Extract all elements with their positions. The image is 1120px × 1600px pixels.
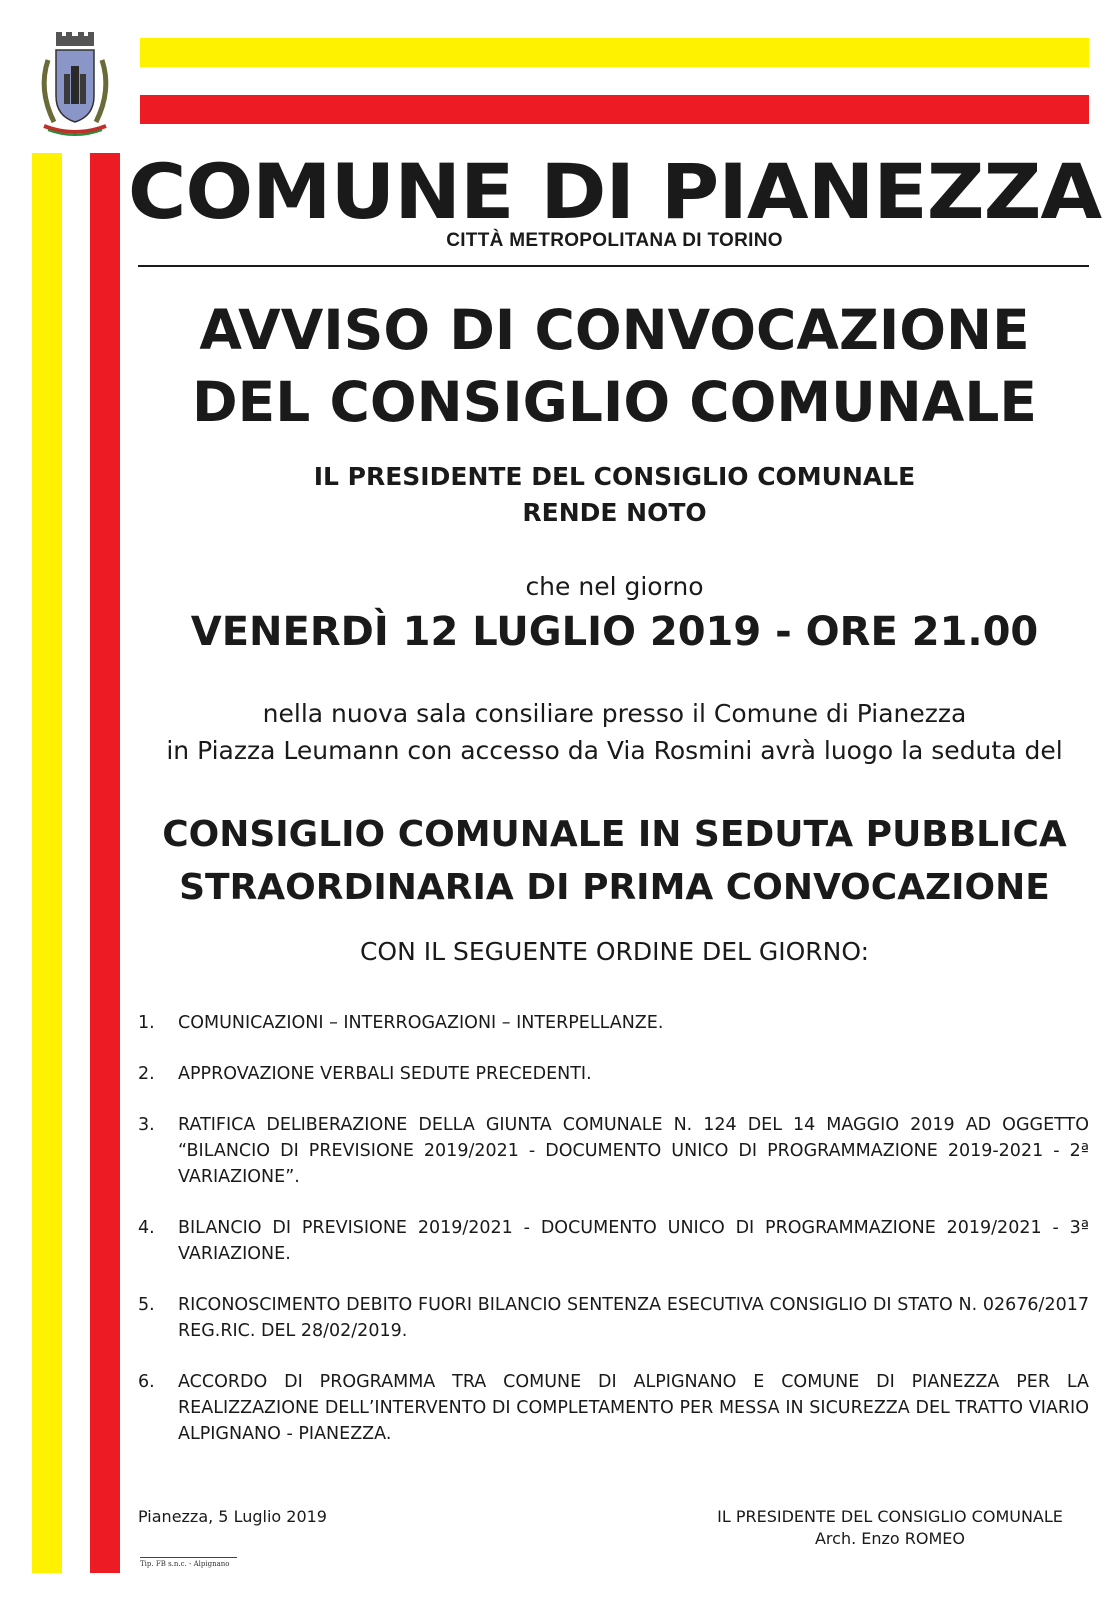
agenda-item-number: 1.	[138, 1013, 155, 1033]
left-red-band	[90, 153, 120, 1573]
place-and-date: Pianezza, 5 Luglio 2019	[138, 1507, 327, 1526]
location-line: in Piazza Leumann con accesso da Via Rosmini avrà luogo la seduta del	[166, 736, 1063, 765]
session-line: CONSIGLIO COMUNALE IN SEDUTA PUBBLICA	[162, 814, 1067, 855]
printer-divider	[140, 1557, 237, 1558]
agenda-item-text: BILANCIO DI PREVISIONE 2019/2021 - DOCUMENTO UNICO DI PROGRAMMAZIONE 2019/2021 - 3ª VARIAZIONE.	[178, 1218, 1089, 1264]
president-announcement	[140, 459, 1089, 531]
agenda-item-text: RATIFICA DELIBERAZIONE DELLA GIUNTA COMUNALE N. 124 DEL 14 MAGGIO 2019 AD OGGETTO “BILANCIO DI PREVISIONE 2019/2021 - DOCUMENTO UNICO DI PROGRAMMAZIONE 2019-2021 - 2ª VARIAZIONE”.	[178, 1115, 1089, 1187]
header-divider	[138, 265, 1089, 267]
agenda-item-number: 6.	[138, 1372, 155, 1392]
top-red-band	[140, 95, 1089, 124]
session-line: STRAORDINARIA DI PRIMA CONVOCAZIONE	[179, 867, 1050, 908]
location-line: nella nuova sala consiliare presso il Comune di Pianezza	[262, 699, 967, 728]
session-type	[140, 808, 1089, 914]
agenda-list	[138, 1010, 1089, 1472]
agenda-item-number: 2.	[138, 1064, 155, 1084]
agenda-item	[138, 1061, 1089, 1087]
agenda-item-text: COMUNICAZIONI – INTERROGAZIONI – INTERPELLANZE.	[178, 1013, 664, 1033]
municipality-title: COMUNE DI PIANEZZA	[127, 147, 1102, 236]
top-yellow-band	[140, 38, 1089, 67]
agenda-heading: CON IL SEGUENTE ORDINE DEL GIORNO:	[359, 937, 870, 966]
agenda-item	[138, 1369, 1089, 1447]
president-line: IL PRESIDENTE DEL CONSIGLIO COMUNALE	[313, 462, 916, 491]
notice-title-line: AVVISO DI CONVOCAZIONE	[199, 298, 1030, 362]
agenda-item-number: 3.	[138, 1115, 155, 1135]
agenda-item-number: 5.	[138, 1295, 155, 1315]
agenda-item	[138, 1010, 1089, 1036]
agenda-item-text: APPROVAZIONE VERBALI SEDUTE PRECEDENTI.	[178, 1064, 592, 1084]
meeting-datetime: VENERDÌ 12 LUGLIO 2019 - ORE 21.00	[190, 609, 1039, 655]
signature-role: IL PRESIDENTE DEL CONSIGLIO COMUNALE	[717, 1507, 1063, 1526]
signature-block	[690, 1506, 1090, 1550]
printer-credit: Tip. FB s.n.c. - Alpignano	[140, 1560, 230, 1568]
agenda-item-number: 4.	[138, 1218, 155, 1238]
notice-title	[140, 294, 1089, 438]
president-line: RENDE NOTO	[522, 498, 707, 527]
left-yellow-band	[32, 153, 62, 1573]
notice-title-line: DEL CONSIGLIO COMUNALE	[192, 370, 1037, 434]
signature-name: Arch. Enzo ROMEO	[814, 1529, 966, 1548]
meeting-location	[140, 695, 1089, 769]
agenda-item	[138, 1112, 1089, 1190]
date-intro: che nel giorno	[525, 572, 704, 601]
agenda-item-text: RICONOSCIMENTO DEBITO FUORI BILANCIO SENTENZA ESECUTIVA CONSIGLIO DI STATO N. 02676/2017 REG.RIC. DEL 28/02/2019.	[178, 1295, 1089, 1341]
agenda-item	[138, 1292, 1089, 1344]
coat-of-arms-icon	[34, 30, 116, 140]
municipality-subtitle: CITTÀ METROPOLITANA DI TORINO	[446, 230, 783, 251]
agenda-item	[138, 1215, 1089, 1267]
agenda-item-text: ACCORDO DI PROGRAMMA TRA COMUNE DI ALPIGNANO E COMUNE DI PIANEZZA PER LA REALIZZAZIONE DELL’INTERVENTO DI COMPLETAMENTO PER MESSA IN SICUREZZA DEL TRATTO VIARIO ALPIGNANO - PIANEZZA.	[178, 1372, 1089, 1444]
